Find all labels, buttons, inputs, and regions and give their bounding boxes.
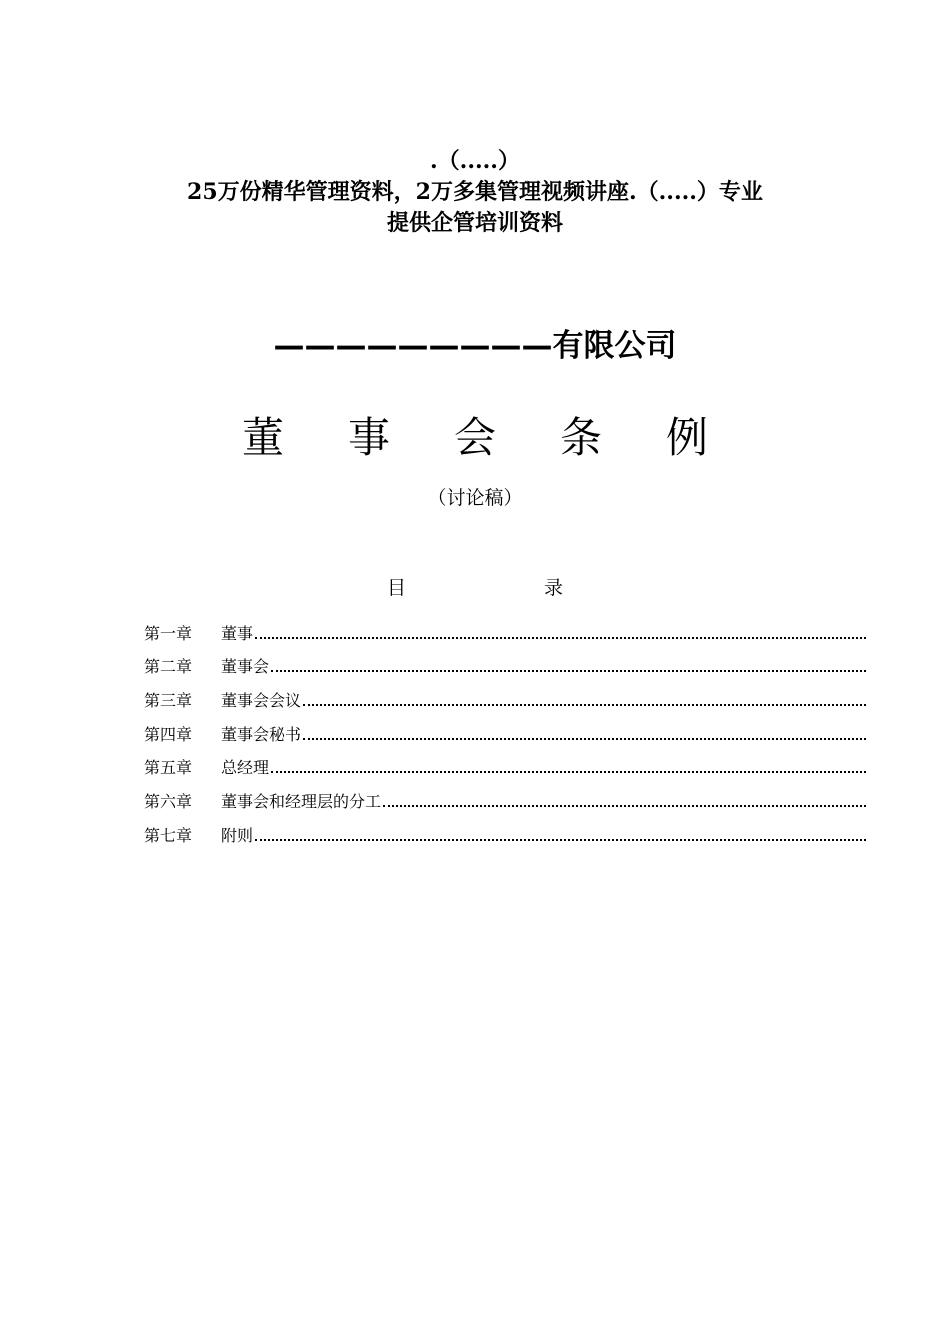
toc-entry[interactable] bbox=[144, 812, 866, 846]
company-name: —————————有限公司 bbox=[273, 328, 677, 364]
header-line-3: 提供企管培训资料 bbox=[386, 210, 563, 236]
promo-header bbox=[0, 146, 950, 239]
toc-dot-leader bbox=[303, 704, 866, 706]
toc-entry-title: 董事会和经理层的分工 bbox=[221, 792, 382, 812]
toc-chapter-label: 第五章 bbox=[144, 758, 193, 778]
toc-entry[interactable] bbox=[144, 778, 866, 812]
toc-entry-title: 董事 bbox=[221, 623, 254, 643]
toc-entry-title: 董事会 bbox=[221, 657, 270, 677]
document-subtitle: （讨论稿） bbox=[427, 487, 523, 509]
toc-title: 目录 bbox=[386, 577, 701, 599]
toc-entry[interactable] bbox=[144, 711, 866, 745]
toc-dot-leader bbox=[271, 771, 866, 773]
toc-dot-leader bbox=[303, 738, 866, 740]
toc-entry-title: 总经理 bbox=[221, 758, 270, 778]
toc-chapter-label: 第六章 bbox=[144, 792, 193, 812]
table-of-contents bbox=[144, 610, 866, 846]
toc-entry-title: 附则 bbox=[221, 825, 254, 845]
toc-chapter-label: 第四章 bbox=[144, 724, 193, 744]
toc-entry-title: 董事会会议 bbox=[221, 691, 302, 711]
header-line-2: 25万份精华管理资料，2万多集管理视频讲座.（.....）专业 bbox=[187, 179, 763, 205]
toc-chapter-label: 第七章 bbox=[144, 825, 193, 845]
toc-dot-leader bbox=[383, 805, 866, 807]
toc-entry[interactable] bbox=[144, 610, 866, 644]
toc-entry[interactable] bbox=[144, 644, 866, 678]
header-line-1: .（.....） bbox=[430, 148, 520, 174]
toc-chapter-label: 第三章 bbox=[144, 691, 193, 711]
toc-chapter-label: 第二章 bbox=[144, 657, 193, 677]
toc-dot-leader bbox=[255, 637, 866, 639]
document-title: 董事会条例 bbox=[241, 413, 772, 462]
toc-entry-title: 董事会秘书 bbox=[221, 724, 302, 744]
toc-dot-leader bbox=[255, 839, 866, 841]
toc-chapter-label: 第一章 bbox=[144, 623, 193, 643]
toc-dot-leader bbox=[271, 670, 866, 672]
toc-entry[interactable] bbox=[144, 677, 866, 711]
toc-entry[interactable] bbox=[144, 745, 866, 779]
